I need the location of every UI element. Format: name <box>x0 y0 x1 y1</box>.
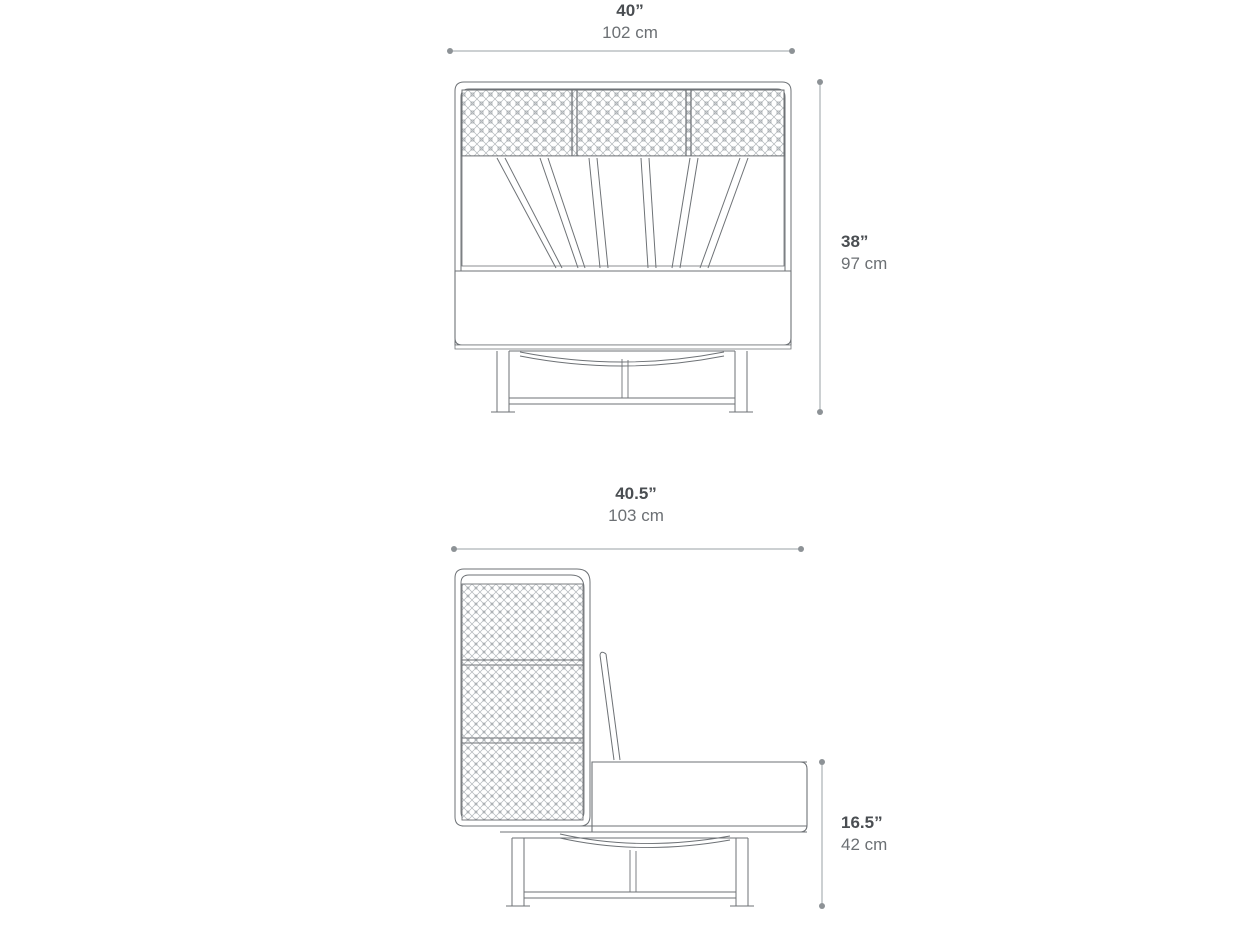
side-depth-metric: 103 cm <box>608 505 664 525</box>
seat-height-dimension-label <box>841 812 887 856</box>
side-depth-dimension-label <box>608 483 664 527</box>
front-height-dimension-line <box>817 79 823 415</box>
seat-height-dimension-line <box>819 759 825 909</box>
seat-height-imperial: 16.5” <box>841 813 883 832</box>
front-width-imperial: 40” <box>616 1 644 20</box>
side-depth-dimension-line <box>451 546 804 552</box>
front-width-dimension-label <box>602 0 658 44</box>
side-elevation-drawing <box>451 546 825 909</box>
seat-height-metric: 42 cm <box>841 834 888 854</box>
front-width-dimension-line <box>447 48 795 54</box>
front-elevation-drawing <box>447 48 823 415</box>
front-height-dimension-label <box>841 231 887 275</box>
front-height-metric: 97 cm <box>841 253 888 273</box>
side-depth-imperial: 40.5” <box>615 484 657 503</box>
front-height-imperial: 38” <box>841 232 869 251</box>
front-width-metric: 102 cm <box>602 22 658 42</box>
